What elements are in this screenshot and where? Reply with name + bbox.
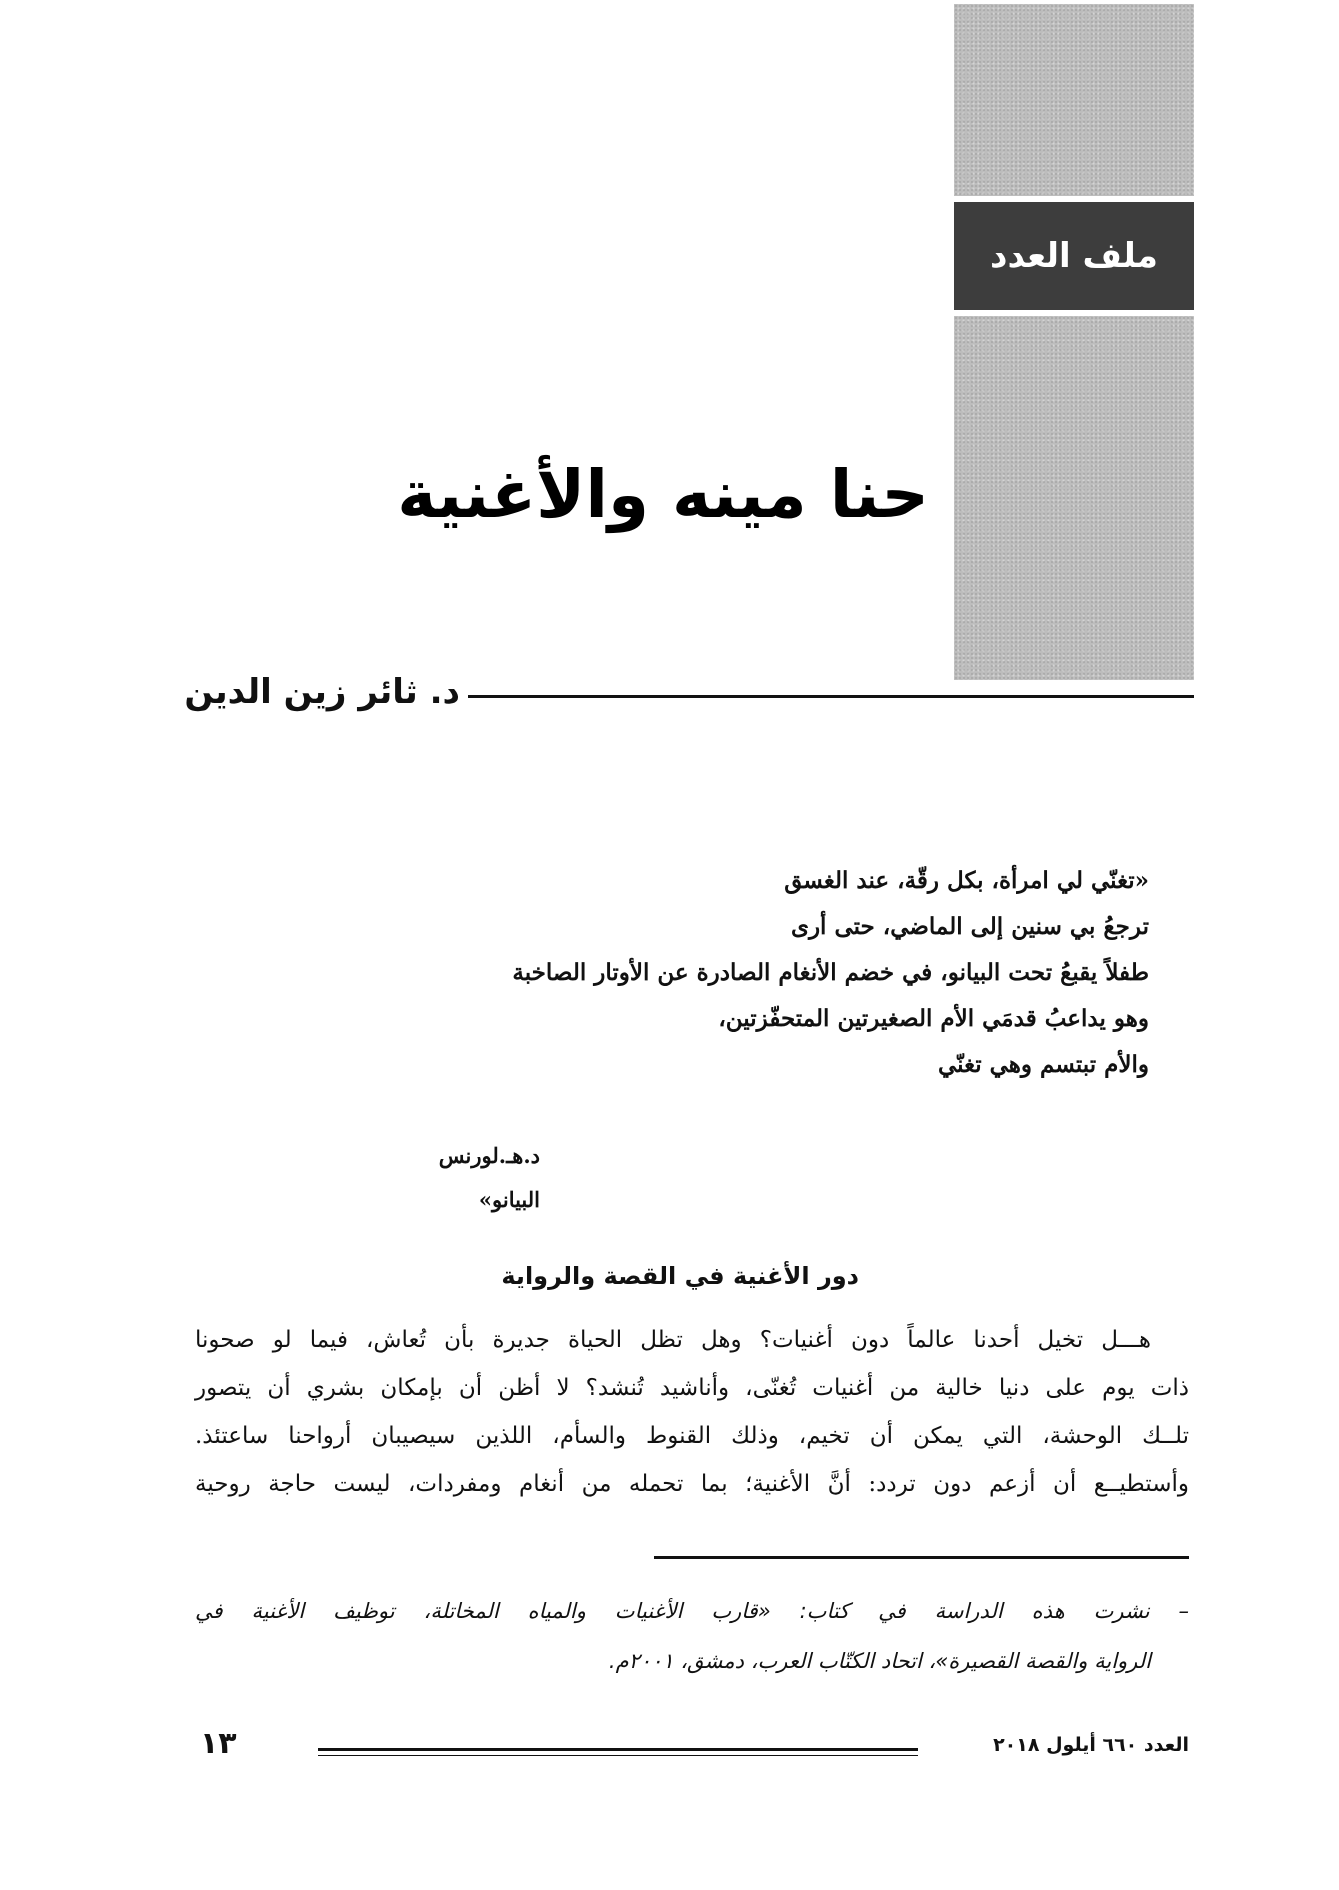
footer-issue-info: العدد ٦٦٠ أيلول ٢٠١٨ xyxy=(993,1734,1189,1756)
epigraph-line: ترجعُ بي سنين إلى الماضي، حتى أرى xyxy=(790,913,1149,940)
article-title: حنا مينه والأغنية xyxy=(397,456,929,533)
body-line: هـــل تخيل أحدنا عالماً دون أغنيات؟ وهل تظل الحياة جديرة بأن تُعاش، فيما لو صحونا xyxy=(195,1327,1151,1353)
author-name: د. ثائر زين الدين xyxy=(184,672,460,712)
epigraph-attribution xyxy=(350,1134,540,1222)
footnote-divider xyxy=(654,1556,1189,1559)
section-heading: دور الأغنية في القصة والرواية xyxy=(501,1262,859,1290)
body-text xyxy=(195,1316,1189,1508)
footnote-line: – نشرت هذه الدراسة في كتاب: «قارب الأغنيات والمياه المخاتلة، توظيف الأغنية في xyxy=(195,1599,1189,1623)
epigraph-line: وهو يداعبُ قدمَي الأم الصغيرتين المتحفّزتين، xyxy=(718,1005,1149,1032)
header-gray-panel xyxy=(954,4,1194,196)
footnote-line: الرواية والقصة القصيرة»، اتحاد الكتّاب العرب، دمشق، ٢٠٠١م. xyxy=(608,1649,1151,1673)
body-line: تلــك الوحشة، التي يمكن أن تخيم، وذلك القنوط والسأم، اللذين سيصيبان أرواحنا ساعتئذ. xyxy=(195,1423,1189,1449)
epigraph-author: د.هـ.لورنس xyxy=(438,1143,540,1168)
footer-divider-thin xyxy=(318,1755,918,1756)
page-number: ١٣ xyxy=(200,1726,237,1761)
epigraph xyxy=(269,858,1149,1088)
section-banner: ملف العدد xyxy=(954,202,1194,310)
footer-divider xyxy=(318,1748,918,1751)
body-line: وأستطيــع أن أزعم دون تردد: أنَّ الأغنية؛ بما تحمله من أنغام ومفردات، ليست حاجة روحية xyxy=(195,1471,1189,1497)
title-gray-panel xyxy=(954,316,1194,680)
epigraph-source: البيانو» xyxy=(478,1187,540,1212)
footnote xyxy=(195,1586,1189,1686)
author-divider xyxy=(468,695,1194,698)
epigraph-line: والأم تبتسم وهي تغنّي xyxy=(938,1051,1149,1078)
epigraph-line: «تغنّي لي امرأة، بكل رقّة، عند الغسق xyxy=(784,867,1149,894)
body-line: ذات يوم على دنيا خالية من أغنيات تُغنّى، وأناشيد تُنشد؟ لا أظن أن بإمكان بشري أن يتصور xyxy=(195,1375,1189,1401)
epigraph-line: طفلاً يقبعُ تحت البيانو، في خضم الأنغام الصادرة عن الأوتار الصاخبة xyxy=(512,959,1149,986)
